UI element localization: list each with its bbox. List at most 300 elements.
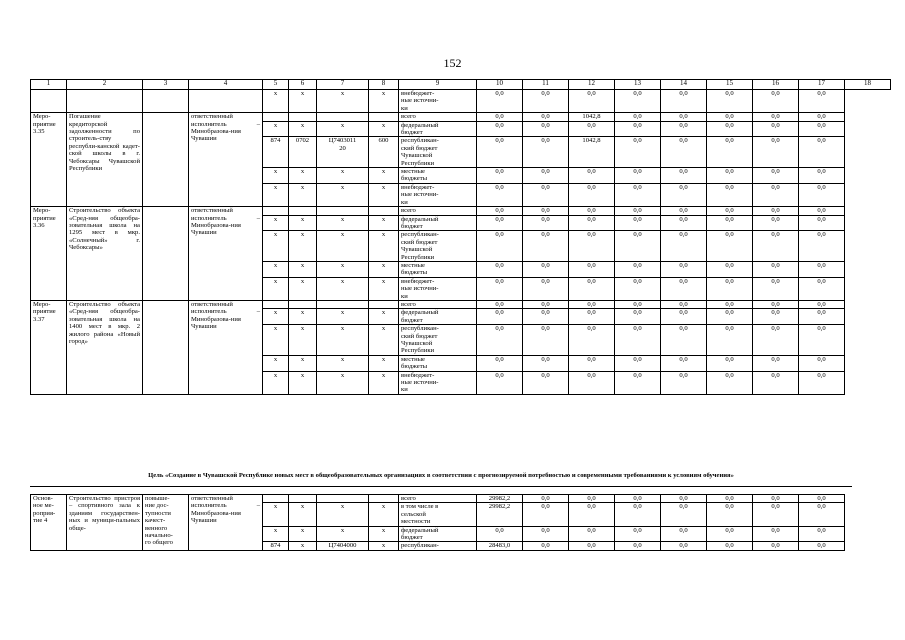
code-cell: x xyxy=(369,371,399,394)
value-cell: 1042,8 xyxy=(569,137,615,168)
code-cell xyxy=(289,495,317,503)
main-event-responsible: ответственный исполнитель – Минобразова-ния Чувашии xyxy=(189,495,263,551)
value-cell: 0,0 xyxy=(799,325,845,356)
source-cell: местные бюджеты xyxy=(399,168,477,184)
column-number: 14 xyxy=(661,80,707,90)
value-cell: 0,0 xyxy=(661,371,707,394)
value-cell: 0,0 xyxy=(615,371,661,394)
value-cell: 0,0 xyxy=(799,168,845,184)
goal-heading: Цель «Создание в Чувашской Республике новых мест в общеобразовательных организациях в соответствии с прогнозируемой потребностью и современными требованиями к условиям обучения» xyxy=(148,472,734,479)
value-cell: 0,0 xyxy=(477,90,523,113)
code-cell: x xyxy=(317,215,369,231)
value-cell: 29982,2 xyxy=(477,503,523,526)
source-cell: республикан- ский бюджет Чувашской Республики xyxy=(399,137,477,168)
code-cell: 874 xyxy=(263,137,289,168)
value-cell: 0,0 xyxy=(477,168,523,184)
code-cell xyxy=(263,495,289,503)
value-cell: 0,0 xyxy=(523,495,569,503)
value-cell: 0,0 xyxy=(477,526,523,542)
value-cell: 0,0 xyxy=(661,325,707,356)
main-event-name: Строительство пристроя – спортивного зала к зданиям государствен-ных и муници-пальных обще- xyxy=(67,495,143,551)
source-cell: внебюджет- ные источни- ки xyxy=(399,371,477,394)
value-cell: 0,0 xyxy=(753,137,799,168)
measure-responsible: ответственный исполнитель – Минобразова-ния Чувашии xyxy=(189,300,263,394)
value-cell: 0,0 xyxy=(799,503,845,526)
value-cell: 0,0 xyxy=(477,207,523,215)
empty-cell xyxy=(31,90,67,113)
value-cell: 0,0 xyxy=(477,371,523,394)
value-cell: 0,0 xyxy=(615,277,661,300)
value-cell: 0,0 xyxy=(569,261,615,277)
source-cell: в том числе в сельской местности xyxy=(399,503,477,526)
value-cell: 0,0 xyxy=(753,503,799,526)
code-cell: x xyxy=(317,503,369,526)
value-cell: 0,0 xyxy=(477,309,523,325)
value-cell: 0,0 xyxy=(523,168,569,184)
code-cell: x xyxy=(263,277,289,300)
value-cell: 0,0 xyxy=(523,503,569,526)
value-cell: 0,0 xyxy=(569,309,615,325)
value-cell: 0,0 xyxy=(753,231,799,262)
value-cell: 0,0 xyxy=(661,261,707,277)
value-cell: 0,0 xyxy=(661,113,707,121)
value-cell: 0,0 xyxy=(615,300,661,308)
main-event-id: Основ- ное ме- роприя- тие 4 xyxy=(31,495,67,551)
value-cell: 0,0 xyxy=(523,371,569,394)
value-cell: 0,0 xyxy=(569,503,615,526)
value-cell: 0,0 xyxy=(799,90,845,113)
value-cell: 0,0 xyxy=(615,207,661,215)
value-cell: 0,0 xyxy=(799,355,845,371)
value-cell: 0,0 xyxy=(799,121,845,137)
code-cell: x xyxy=(289,371,317,394)
code-cell xyxy=(263,113,289,121)
code-cell: x xyxy=(317,261,369,277)
code-cell xyxy=(317,113,369,121)
table-row xyxy=(31,113,891,121)
value-cell: 0,0 xyxy=(707,503,753,526)
value-cell: 0,0 xyxy=(753,300,799,308)
value-cell: 0,0 xyxy=(799,137,845,168)
code-cell xyxy=(369,113,399,121)
value-cell: 0,0 xyxy=(753,277,799,300)
value-cell: 0,0 xyxy=(799,183,845,206)
source-cell: местные бюджеты xyxy=(399,355,477,371)
code-cell xyxy=(317,207,369,215)
value-cell: 0,0 xyxy=(477,325,523,356)
value-cell: 0,0 xyxy=(569,526,615,542)
value-cell: 0,0 xyxy=(753,495,799,503)
value-cell: 0,0 xyxy=(569,325,615,356)
value-cell: 0,0 xyxy=(707,121,753,137)
value-cell: 0,0 xyxy=(615,495,661,503)
code-cell: x xyxy=(289,526,317,542)
column-number: 17 xyxy=(799,80,845,90)
measure-responsible: ответственный исполнитель – Минобразова-ния Чувашии xyxy=(189,113,263,207)
source-cell: федеральный бюджет xyxy=(399,121,477,137)
code-cell: x xyxy=(317,325,369,356)
column-number: 8 xyxy=(369,80,399,90)
code-cell: x xyxy=(369,355,399,371)
value-cell: 0,0 xyxy=(661,137,707,168)
value-cell: 0,0 xyxy=(661,183,707,206)
source-cell: внебюджет- ные источни- ки xyxy=(399,90,477,113)
value-cell: 0,0 xyxy=(707,300,753,308)
code-cell: 0702 xyxy=(289,137,317,168)
value-cell: 0,0 xyxy=(753,526,799,542)
code-cell: x xyxy=(289,121,317,137)
value-cell: 0,0 xyxy=(707,215,753,231)
value-cell: 28483,0 xyxy=(477,542,523,550)
code-cell: x xyxy=(263,168,289,184)
code-cell: x xyxy=(263,215,289,231)
value-cell: 0,0 xyxy=(661,495,707,503)
value-cell: 0,0 xyxy=(615,113,661,121)
main-event-table xyxy=(30,494,891,551)
code-cell: x xyxy=(369,215,399,231)
value-cell: 0,0 xyxy=(569,371,615,394)
column-number: 9 xyxy=(399,80,477,90)
code-cell xyxy=(369,207,399,215)
code-cell: x xyxy=(369,90,399,113)
code-cell: Ц7404000 xyxy=(317,542,369,550)
code-cell: x xyxy=(317,90,369,113)
main-event-goal: повыше- ние дос- тупности качест- венного начально- го общего xyxy=(143,495,189,551)
table-row xyxy=(31,90,891,113)
value-cell: 0,0 xyxy=(615,137,661,168)
code-cell: x xyxy=(369,503,399,526)
value-cell: 0,0 xyxy=(753,90,799,113)
code-cell xyxy=(289,300,317,308)
value-cell: 0,0 xyxy=(661,231,707,262)
code-cell: x xyxy=(317,526,369,542)
goal-divider xyxy=(30,486,852,487)
measure-name: Строительство объекта «Сред-няя общеобра-зовательная школа на 1295 мест в мкр. «Солнечный» г. Чебоксары» xyxy=(67,207,143,301)
code-cell: x xyxy=(289,261,317,277)
value-cell: 0,0 xyxy=(661,355,707,371)
source-cell: республикан- ский бюджет Чувашской Республики xyxy=(399,325,477,356)
value-cell: 0,0 xyxy=(661,168,707,184)
value-cell: 0,0 xyxy=(523,137,569,168)
value-cell: 0,0 xyxy=(707,542,753,550)
value-cell: 0,0 xyxy=(523,261,569,277)
column-number: 1 xyxy=(31,80,67,90)
code-cell: x xyxy=(289,325,317,356)
value-cell: 0,0 xyxy=(615,325,661,356)
value-cell: 1042,8 xyxy=(569,113,615,121)
code-cell: x xyxy=(263,526,289,542)
column-number: 11 xyxy=(523,80,569,90)
value-cell: 0,0 xyxy=(707,90,753,113)
code-cell: x xyxy=(263,183,289,206)
empty-cell xyxy=(189,90,263,113)
measure-id: Меро- приятие 3.35 xyxy=(31,113,67,207)
budget-table xyxy=(30,79,891,395)
column-number: 10 xyxy=(477,80,523,90)
value-cell: 0,0 xyxy=(477,300,523,308)
value-cell: 0,0 xyxy=(615,261,661,277)
value-cell: 0,0 xyxy=(707,325,753,356)
code-cell xyxy=(369,495,399,503)
header-row xyxy=(31,80,891,90)
value-cell: 0,0 xyxy=(753,261,799,277)
value-cell: 0,0 xyxy=(569,495,615,503)
code-cell: x xyxy=(369,261,399,277)
column-number: 2 xyxy=(67,80,143,90)
value-cell: 0,0 xyxy=(569,90,615,113)
code-cell xyxy=(369,300,399,308)
code-cell: x xyxy=(317,371,369,394)
value-cell: 0,0 xyxy=(615,90,661,113)
code-cell: x xyxy=(317,355,369,371)
value-cell: 0,0 xyxy=(477,215,523,231)
value-cell: 0,0 xyxy=(707,183,753,206)
value-cell: 0,0 xyxy=(569,542,615,550)
value-cell: 0,0 xyxy=(753,183,799,206)
code-cell xyxy=(263,300,289,308)
value-cell: 29982,2 xyxy=(477,495,523,503)
table-row xyxy=(31,300,891,308)
value-cell: 0,0 xyxy=(799,309,845,325)
value-cell: 0,0 xyxy=(615,503,661,526)
code-cell xyxy=(317,300,369,308)
value-cell: 0,0 xyxy=(523,215,569,231)
value-cell: 0,0 xyxy=(569,168,615,184)
column-number: 12 xyxy=(569,80,615,90)
value-cell: 0,0 xyxy=(615,168,661,184)
measure-name: Погашение кредиторской задолженности по строитель-ству республи-канской кадет-ской школы в г. Чебоксары Чувашской Республики xyxy=(67,113,143,207)
code-cell: x xyxy=(317,277,369,300)
value-cell: 0,0 xyxy=(477,355,523,371)
code-cell: x xyxy=(289,309,317,325)
column-number: 13 xyxy=(615,80,661,90)
value-cell: 0,0 xyxy=(523,542,569,550)
code-cell: x xyxy=(289,183,317,206)
code-cell: x xyxy=(263,355,289,371)
value-cell: 0,0 xyxy=(615,121,661,137)
source-cell: федеральный бюджет xyxy=(399,526,477,542)
code-cell: x xyxy=(289,277,317,300)
code-cell: x xyxy=(263,121,289,137)
code-cell xyxy=(263,207,289,215)
source-cell: всего xyxy=(399,495,477,503)
column-number: 4 xyxy=(189,80,263,90)
value-cell: 0,0 xyxy=(753,168,799,184)
value-cell: 0,0 xyxy=(615,309,661,325)
value-cell: 0,0 xyxy=(799,207,845,215)
value-cell: 0,0 xyxy=(799,495,845,503)
code-cell: x xyxy=(289,215,317,231)
value-cell: 0,0 xyxy=(707,261,753,277)
value-cell: 0,0 xyxy=(707,277,753,300)
value-cell: 0,0 xyxy=(799,215,845,231)
code-cell: 600 xyxy=(369,137,399,168)
measure-goal xyxy=(143,300,189,394)
source-cell: федеральный бюджет xyxy=(399,309,477,325)
value-cell: 0,0 xyxy=(523,121,569,137)
value-cell: 0,0 xyxy=(569,207,615,215)
value-cell: 0,0 xyxy=(477,121,523,137)
empty-cell xyxy=(67,90,143,113)
value-cell: 0,0 xyxy=(523,183,569,206)
value-cell: 0,0 xyxy=(615,542,661,550)
value-cell: 0,0 xyxy=(753,215,799,231)
code-cell: x xyxy=(289,168,317,184)
value-cell: 0,0 xyxy=(661,121,707,137)
value-cell: 0,0 xyxy=(707,113,753,121)
code-cell: x xyxy=(369,277,399,300)
measure-goal xyxy=(143,207,189,301)
value-cell: 0,0 xyxy=(523,325,569,356)
code-cell: x xyxy=(289,231,317,262)
value-cell: 0,0 xyxy=(661,215,707,231)
value-cell: 0,0 xyxy=(615,526,661,542)
code-cell: x xyxy=(317,231,369,262)
value-cell: 0,0 xyxy=(569,355,615,371)
code-cell: x xyxy=(289,90,317,113)
value-cell: 0,0 xyxy=(569,300,615,308)
source-cell: всего xyxy=(399,113,477,121)
measure-name: Строительство объекта «Сред-няя общеобра-зовательная школа на 1400 мест в мкр. 2 жилого района «Новый город» xyxy=(67,300,143,394)
value-cell: 0,0 xyxy=(799,113,845,121)
code-cell: x xyxy=(289,355,317,371)
value-cell: 0,0 xyxy=(753,371,799,394)
value-cell: 0,0 xyxy=(477,277,523,300)
source-cell: республикан- xyxy=(399,542,477,550)
column-number: 5 xyxy=(263,80,289,90)
value-cell: 0,0 xyxy=(707,495,753,503)
value-cell: 0,0 xyxy=(477,261,523,277)
code-cell: x xyxy=(317,121,369,137)
value-cell: 0,0 xyxy=(477,183,523,206)
code-cell xyxy=(317,495,369,503)
value-cell: 0,0 xyxy=(707,231,753,262)
value-cell: 0,0 xyxy=(569,215,615,231)
code-cell: 874 xyxy=(263,542,289,550)
code-cell: x xyxy=(263,231,289,262)
value-cell: 0,0 xyxy=(799,371,845,394)
code-cell: x xyxy=(263,503,289,526)
code-cell: x xyxy=(317,309,369,325)
value-cell: 0,0 xyxy=(707,526,753,542)
source-cell: республикан- ский бюджет Чувашской Республики xyxy=(399,231,477,262)
code-cell: x xyxy=(369,231,399,262)
value-cell: 0,0 xyxy=(477,231,523,262)
code-cell: Ц7403011 20 xyxy=(317,137,369,168)
value-cell: 0,0 xyxy=(615,231,661,262)
source-cell: всего xyxy=(399,300,477,308)
value-cell: 0,0 xyxy=(753,325,799,356)
value-cell: 0,0 xyxy=(799,231,845,262)
code-cell: x xyxy=(369,121,399,137)
value-cell: 0,0 xyxy=(477,137,523,168)
code-cell: x xyxy=(263,90,289,113)
value-cell: 0,0 xyxy=(661,503,707,526)
value-cell: 0,0 xyxy=(707,168,753,184)
measure-id: Меро- приятие 3.37 xyxy=(31,300,67,394)
value-cell: 0,0 xyxy=(661,90,707,113)
code-cell: x xyxy=(289,542,317,550)
code-cell xyxy=(289,207,317,215)
value-cell: 0,0 xyxy=(523,90,569,113)
value-cell: 0,0 xyxy=(661,526,707,542)
value-cell: 0,0 xyxy=(753,542,799,550)
value-cell: 0,0 xyxy=(753,355,799,371)
code-cell: x xyxy=(369,526,399,542)
code-cell: x xyxy=(369,309,399,325)
value-cell: 0,0 xyxy=(523,526,569,542)
value-cell: 0,0 xyxy=(661,309,707,325)
value-cell: 0,0 xyxy=(707,309,753,325)
source-cell: местные бюджеты xyxy=(399,261,477,277)
code-cell: x xyxy=(289,503,317,526)
source-cell: внебюджет- ные источни- ки xyxy=(399,277,477,300)
column-number: 15 xyxy=(707,80,753,90)
value-cell: 0,0 xyxy=(523,113,569,121)
value-cell: 0,0 xyxy=(569,121,615,137)
value-cell: 0,0 xyxy=(753,207,799,215)
measure-goal xyxy=(143,113,189,207)
value-cell: 0,0 xyxy=(661,300,707,308)
value-cell: 0,0 xyxy=(707,355,753,371)
code-cell: x xyxy=(263,309,289,325)
code-cell: x xyxy=(317,183,369,206)
value-cell: 0,0 xyxy=(799,300,845,308)
measure-id: Меро- приятие 3.36 xyxy=(31,207,67,301)
value-cell: 0,0 xyxy=(569,183,615,206)
value-cell: 0,0 xyxy=(753,121,799,137)
value-cell: 0,0 xyxy=(707,207,753,215)
value-cell: 0,0 xyxy=(799,526,845,542)
page-number: 152 xyxy=(443,56,462,70)
code-cell: x xyxy=(263,325,289,356)
column-number: 7 xyxy=(317,80,369,90)
code-cell: x xyxy=(369,183,399,206)
source-cell: всего xyxy=(399,207,477,215)
value-cell: 0,0 xyxy=(523,231,569,262)
value-cell: 0,0 xyxy=(523,309,569,325)
code-cell: x xyxy=(263,371,289,394)
value-cell: 0,0 xyxy=(615,355,661,371)
value-cell: 0,0 xyxy=(615,215,661,231)
empty-cell xyxy=(143,90,189,113)
value-cell: 0,0 xyxy=(661,542,707,550)
value-cell: 0,0 xyxy=(615,183,661,206)
value-cell: 0,0 xyxy=(523,277,569,300)
code-cell: x xyxy=(369,542,399,550)
code-cell: x xyxy=(317,168,369,184)
table-row xyxy=(31,495,891,503)
code-cell: x xyxy=(369,325,399,356)
value-cell: 0,0 xyxy=(569,277,615,300)
column-number: 18 xyxy=(845,80,891,90)
value-cell: 0,0 xyxy=(523,300,569,308)
value-cell: 0,0 xyxy=(799,542,845,550)
value-cell: 0,0 xyxy=(477,113,523,121)
value-cell: 0,0 xyxy=(707,371,753,394)
code-cell: x xyxy=(263,261,289,277)
source-cell: федеральный бюджет xyxy=(399,215,477,231)
value-cell: 0,0 xyxy=(661,207,707,215)
source-cell: внебюджет- ные источни- ки xyxy=(399,183,477,206)
code-cell: x xyxy=(369,168,399,184)
measure-responsible: ответственный исполнитель – Минобразова-ния Чувашии xyxy=(189,207,263,301)
value-cell: 0,0 xyxy=(569,231,615,262)
table-row xyxy=(31,207,891,215)
value-cell: 0,0 xyxy=(753,113,799,121)
column-number: 16 xyxy=(753,80,799,90)
value-cell: 0,0 xyxy=(661,277,707,300)
